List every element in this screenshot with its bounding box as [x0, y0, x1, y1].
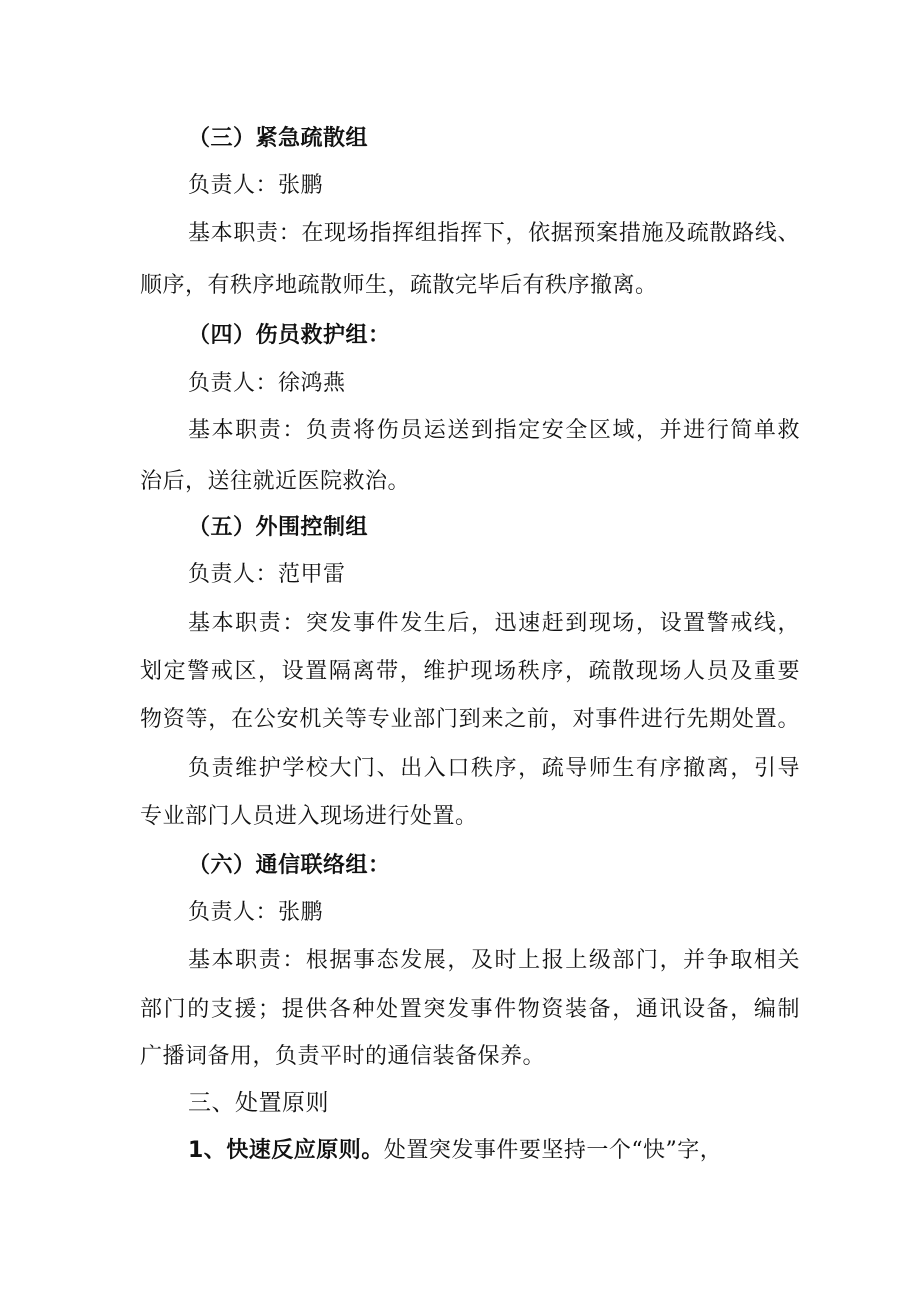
group-5-duty-line-2: 划定警戒区，设置隔离带，维护现场秩序，疏散现场人员及重要	[140, 659, 800, 684]
group-4-title: （四）伤员救护组：	[188, 323, 391, 348]
group-6-duty-line-3: 广播词备用，负责平时的通信装备保养。	[140, 1044, 546, 1069]
principle-1-label: 1、快速反应原则。	[188, 1138, 384, 1163]
group-3-duty-line-2: 顺序，有秩序地疏散师生，疏散完毕后有秩序撤离。	[140, 273, 658, 298]
group-3-title: （三）紧急疏散组	[188, 126, 369, 151]
group-5-title: （五）外围控制组	[188, 515, 369, 540]
group-6-duty-line-1: 基本职责：根据事态发展，及时上报上级部门，并争取相关	[188, 948, 800, 973]
group-5-duty-line-1: 基本职责：突发事件发生后，迅速赶到现场，设置警戒线，	[188, 611, 800, 636]
group-5-duty-line-3: 物资等，在公安机关等专业部门到来之前，对事件进行先期处置。	[140, 707, 800, 732]
group-6-duty-line-2: 部门的支援；提供各种处置突发事件物资装备，通讯设备，编制	[140, 997, 800, 1022]
group-3-duty-line-1: 基本职责：在现场指挥组指挥下，依据预案措施及疏散路线、	[188, 221, 800, 246]
group-5-extra-line-1: 负责维护学校大门、出入口秩序，疏导师生有序撤离，引导	[188, 756, 800, 781]
principle-1	[188, 1131, 800, 1171]
group-3-leader: 负责人：张鹏	[188, 173, 324, 198]
group-4-leader: 负责人：徐鸿燕	[188, 371, 346, 396]
group-4-duty-line-1: 基本职责：负责将伤员运送到指定安全区域，并进行简单救	[188, 418, 800, 443]
group-5-extra-line-2: 专业部门人员进入现场进行处置。	[140, 804, 478, 829]
group-6-leader: 负责人：张鹏	[188, 900, 324, 925]
group-4-duty-line-2: 治后，送往就近医院救治。	[140, 469, 411, 494]
group-6-title: （六）通信联络组：	[188, 853, 391, 878]
section-heading: 三、处置原则	[188, 1090, 329, 1116]
group-5-leader: 负责人：范甲雷	[188, 562, 346, 587]
principle-1-text: 处置突发事件要坚持一个“快”字，	[383, 1138, 723, 1163]
